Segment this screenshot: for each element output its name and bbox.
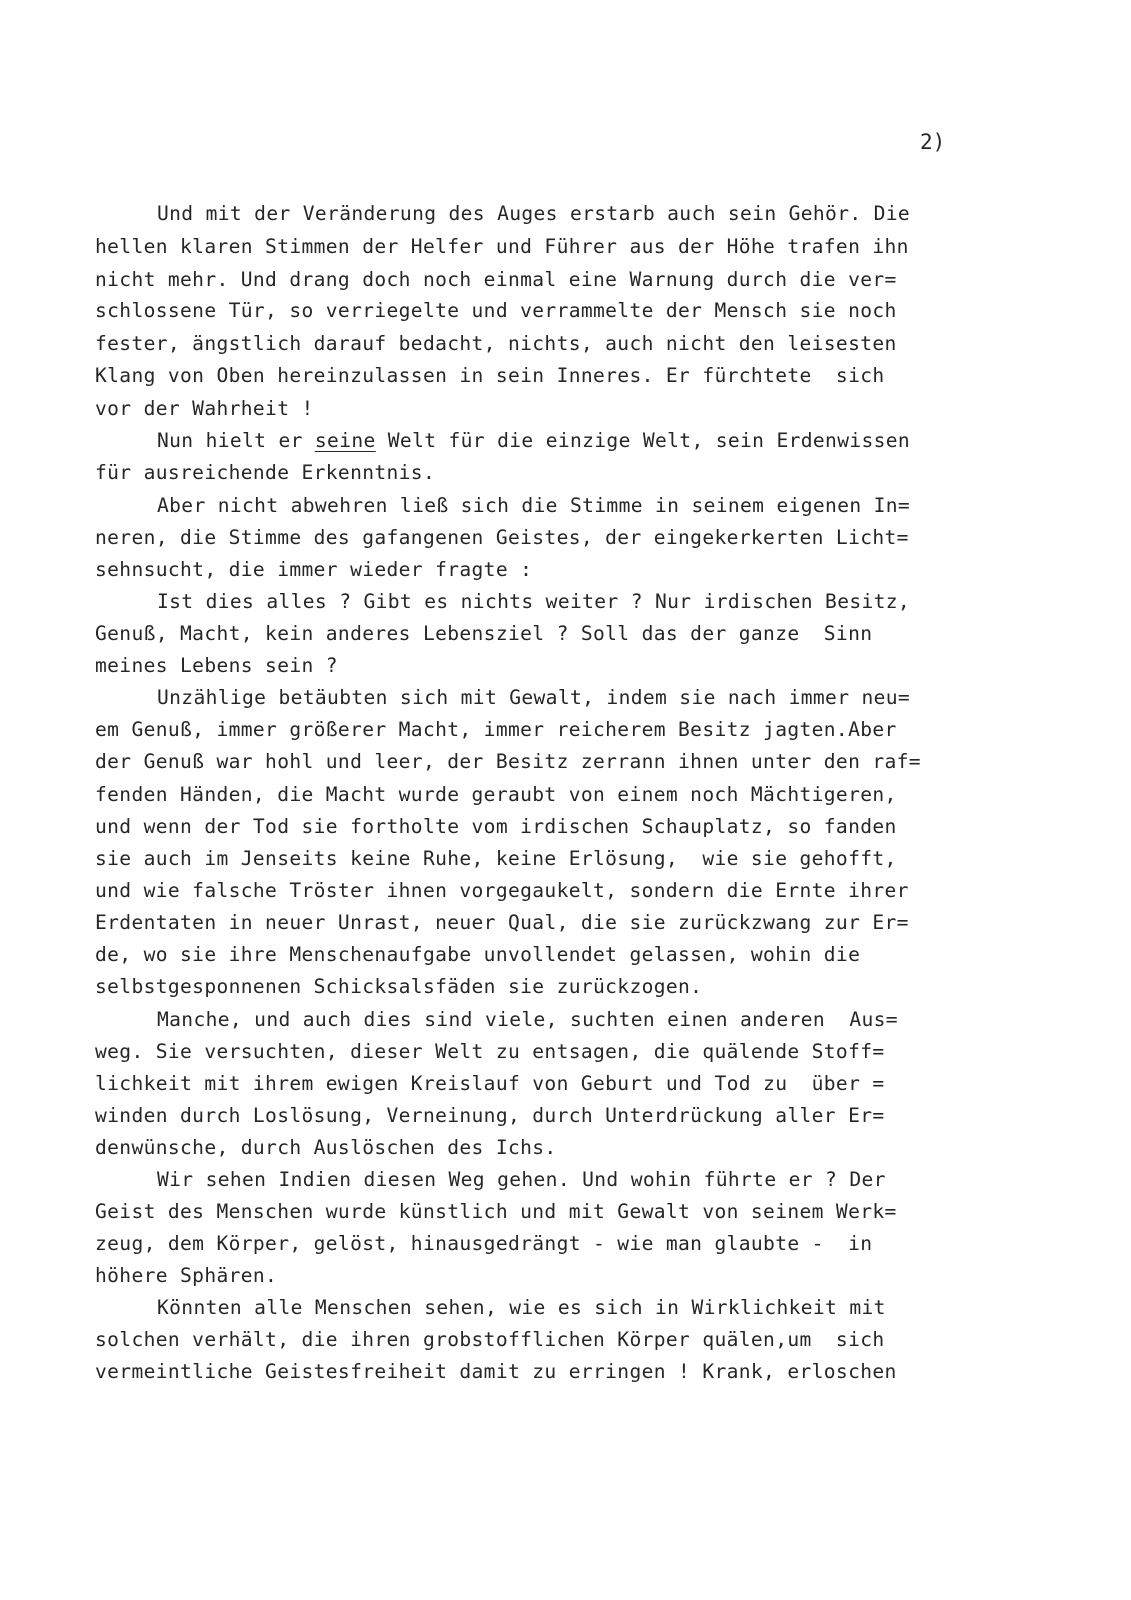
- underlined-word: seine: [314, 429, 376, 452]
- text-line: Unzählige betäubten sich mit Gewalt, indem sie nach immer neu=: [157, 686, 911, 709]
- text-line: neren, die Stimme des gafangenen Geistes, der eingekerkerten Licht=: [95, 526, 909, 549]
- text-line: schlossene Tür, so verriegelte und verrammelte der Mensch sie noch: [95, 299, 897, 322]
- text-line: Und mit der Veränderung des Auges erstarb auch sein Gehör. Die: [157, 202, 911, 225]
- text-line: höhere Sphären.: [95, 1264, 278, 1287]
- text-line: der Genuß war hohl und leer, der Besitz zerrann ihnen unter den raf=: [95, 750, 921, 773]
- text-line: Könnten alle Menschen sehen, wie es sich in Wirklichkeit mit: [157, 1296, 886, 1319]
- text-segment: Welt für die einzige Welt, sein Erdenwissen: [375, 429, 911, 452]
- text-line: solchen verhält, die ihren grobstofflichen Körper quälen,um sich: [95, 1328, 885, 1351]
- text-line: vor der Wahrheit !: [95, 397, 314, 420]
- text-line: lichkeit mit ihrem ewigen Kreislauf von Geburt und Tod zu über =: [95, 1072, 885, 1095]
- text-line: hellen klaren Stimmen der Helfer und Führer aus der Höhe trafen ihn: [95, 235, 909, 258]
- text-line: Wir sehen Indien diesen Weg gehen. Und wohin führte er ? Der: [157, 1168, 886, 1191]
- text-line: und wie falsche Tröster ihnen vorgegaukelt, sondern die Ernte ihrer: [95, 879, 909, 902]
- text-line: Ist dies alles ? Gibt es nichts weiter ? Nur irdischen Besitz,: [157, 590, 911, 613]
- page-number: 2): [920, 130, 946, 154]
- text-line: sehnsucht, die immer wieder fragte :: [95, 558, 533, 581]
- text-line: winden durch Loslösung, Verneinung, durch Unterdrückung aller Er=: [95, 1104, 885, 1127]
- text-line: Manche, und auch dies sind viele, suchten einen anderen Aus=: [157, 1008, 898, 1031]
- text-line: meines Lebens sein ?: [95, 654, 338, 677]
- text-line: fenden Händen, die Macht wurde geraubt von einem noch Mächtigeren,: [95, 783, 897, 806]
- text-line: weg. Sie versuchten, dieser Welt zu entsagen, die quälende Stoff=: [95, 1040, 885, 1063]
- text-line: Klang von Oben hereinzulassen in sein Inneres. Er fürchtete sich: [95, 364, 885, 387]
- text-line: nicht mehr. Und drang doch noch einmal eine Warnung durch die ver=: [95, 268, 897, 291]
- text-line: Genuß, Macht, kein anderes Lebensziel ? Soll das der ganze Sinn: [95, 622, 873, 645]
- text-line: [157, 427, 910, 455]
- text-segment: Nun hielt er: [157, 429, 315, 452]
- text-line: em Genuß, immer größerer Macht, immer reicherem Besitz jagten.Aber: [95, 718, 897, 741]
- text-line: für ausreichende Erkenntnis.: [95, 461, 436, 484]
- text-line: de, wo sie ihre Menschenaufgabe unvollendet gelassen, wohin die: [95, 943, 861, 966]
- text-line: fester, ängstlich darauf bedacht, nichts, auch nicht den leisesten: [95, 332, 897, 355]
- text-line: Geist des Menschen wurde künstlich und mit Gewalt von seinem Werk=: [95, 1200, 897, 1223]
- text-line: selbstgesponnenen Schicksalsfäden sie zurückzogen.: [95, 975, 703, 998]
- text-line: Erdentaten in neuer Unrast, neuer Qual, die sie zurückzwang zur Er=: [95, 911, 909, 934]
- text-line: und wenn der Tod sie fortholte vom irdischen Schauplatz, so fanden: [95, 815, 897, 838]
- text-line: zeug, dem Körper, gelöst, hinausgedrängt - wie man glaubte - in: [95, 1232, 873, 1255]
- text-line: denwünsche, durch Auslöschen des Ichs.: [95, 1136, 557, 1159]
- text-line: sie auch im Jenseits keine Ruhe, keine Erlösung, wie sie gehofft,: [95, 847, 897, 870]
- text-line: Aber nicht abwehren ließ sich die Stimme in seinem eigenen In=: [157, 494, 911, 517]
- text-line: vermeintliche Geistesfreiheit damit zu erringen ! Krank, erloschen: [95, 1360, 897, 1383]
